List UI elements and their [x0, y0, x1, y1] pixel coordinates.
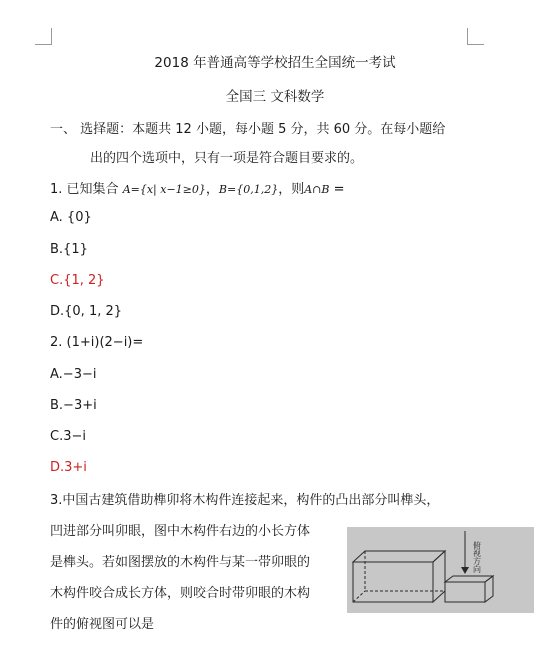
set-a-definition: A={x| x−1≥0}	[122, 183, 206, 196]
page-corner-mark-top-right	[467, 28, 484, 45]
intersection-expression: A∩B	[304, 183, 330, 196]
mortise-tenon-figure	[347, 527, 534, 613]
question-2-option-b: B.−3+i	[50, 398, 97, 413]
question-1-ask-mid: ，则	[278, 182, 305, 197]
exam-subtitle: 全国三 文科数学	[225, 89, 325, 105]
set-separator: ，	[205, 182, 219, 197]
question-1-ask-end: =	[329, 182, 345, 197]
question-1-option-d: D.{0, 1, 2}	[50, 304, 123, 319]
view-direction-label: 俯视方向	[472, 541, 482, 573]
question-1-option-c-correct: C.{1, 2}	[50, 273, 105, 288]
view-direction-arrow-head	[461, 567, 469, 574]
question-2-option-a: A.−3−i	[50, 367, 97, 382]
large-block-side-face	[433, 551, 445, 602]
tenon-side-face	[485, 576, 493, 602]
question-3-line-5: 件的俯视图可以是	[50, 617, 155, 632]
large-block-hidden-edge-3	[353, 591, 365, 602]
question-2-option-d-correct: D.3+i	[50, 460, 87, 475]
exam-title: 2018 年普通高等学校招生全国统一考试	[154, 55, 396, 71]
question-2-option-c: C.3−i	[50, 429, 86, 444]
question-3-line-4: 木构件咬合成长方体，则咬合时带卯眼的木构	[50, 586, 311, 601]
section-heading-line-1: 一、 选择题：本题共 12 小题，每小题 5 分，共 60 分。在每小题给	[50, 122, 446, 137]
question-2-stem: 2. (1+i)(2−i)=	[50, 335, 144, 350]
question-3-line-1: 3.中国古建筑借助榫卯将木构件连接起来，构件的凸出部分叫榫头，	[50, 493, 440, 508]
question-3-line-3: 是榫头。若如图摆放的木构件与某一带卯眼的	[50, 555, 311, 570]
question-1-prefix: 1. 已知集合	[50, 182, 119, 197]
wood-block-diagram	[347, 527, 534, 613]
section-heading-line-2: 出的四个选项中，只有一项是符合题目要求的。	[90, 151, 364, 166]
question-1-option-a: A. {0}	[50, 210, 92, 225]
question-1-stem	[50, 178, 345, 197]
question-3-line-2: 凹进部分叫卯眼，图中木构件右边的小长方体	[50, 524, 311, 539]
large-block-top-face	[353, 551, 445, 562]
set-b-definition: B={0,1,2}	[218, 183, 279, 196]
page-corner-mark-top-left	[35, 28, 52, 45]
question-1-option-b: B.{1}	[50, 242, 88, 257]
tenon-front-face	[445, 582, 485, 602]
